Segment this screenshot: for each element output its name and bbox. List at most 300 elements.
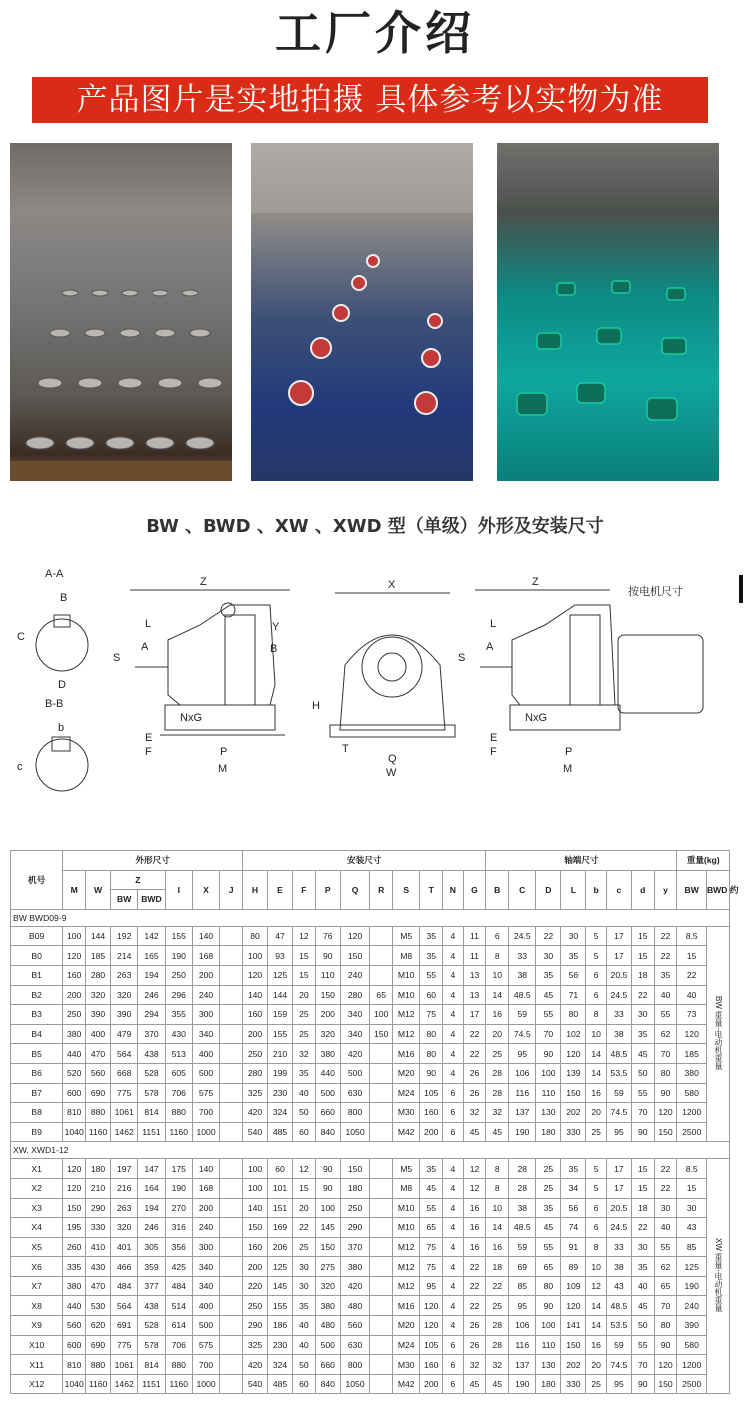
table-cell: 22 bbox=[654, 1178, 677, 1198]
table-cell: 25 bbox=[586, 1374, 606, 1394]
table-cell: 370 bbox=[340, 1237, 370, 1257]
table-cell: 14 bbox=[586, 1296, 606, 1316]
table-cell: 60 bbox=[293, 1122, 316, 1142]
table-cell: 62 bbox=[654, 1257, 677, 1277]
table-cell: 28 bbox=[486, 1316, 509, 1336]
table-cell: 578 bbox=[138, 1083, 165, 1103]
table-cell: 125 bbox=[268, 965, 293, 985]
table-cell: 775 bbox=[111, 1083, 138, 1103]
model-cell: X6 bbox=[11, 1257, 63, 1277]
table-cell: 6 bbox=[443, 1122, 463, 1142]
table-cell: 120 bbox=[340, 926, 370, 946]
table-cell: 16 bbox=[586, 1083, 606, 1103]
table-cell: M24 bbox=[393, 1335, 420, 1355]
table-cell: 120 bbox=[677, 1024, 707, 1044]
table-cell: 15 bbox=[293, 1178, 316, 1198]
table-cell: M20 bbox=[393, 1316, 420, 1336]
table-cell: 485 bbox=[268, 1374, 293, 1394]
table-cell bbox=[220, 1276, 243, 1296]
table-cell: 8 bbox=[586, 1005, 606, 1025]
table-cell: 470 bbox=[86, 1044, 111, 1064]
dim-nxg-right: NxG bbox=[525, 712, 547, 724]
table-cell: 340 bbox=[192, 1257, 219, 1277]
table-cell: 324 bbox=[268, 1355, 293, 1375]
table-cell: 50 bbox=[293, 1103, 316, 1123]
table-cell: 18 bbox=[631, 1198, 654, 1218]
table-cell: 22 bbox=[293, 1218, 316, 1238]
table-cell: 74.5 bbox=[606, 1103, 631, 1123]
table-cell: 484 bbox=[111, 1276, 138, 1296]
table-cell: 24.5 bbox=[509, 926, 536, 946]
table-cell: 190 bbox=[509, 1374, 536, 1394]
table-cell: 8.5 bbox=[677, 1159, 707, 1179]
table-cell: 35 bbox=[536, 965, 561, 985]
table-cell: 33 bbox=[606, 1005, 631, 1025]
table-cell: 38 bbox=[606, 1257, 631, 1277]
table-cell: 70 bbox=[654, 1044, 677, 1064]
table-cell: 438 bbox=[138, 1296, 165, 1316]
table-cell: 560 bbox=[63, 1316, 86, 1336]
table-cell: 6 bbox=[443, 1335, 463, 1355]
table-cell: 185 bbox=[677, 1044, 707, 1064]
table-cell: 35 bbox=[631, 1257, 654, 1277]
model-cell: X5 bbox=[11, 1237, 63, 1257]
table-cell: 500 bbox=[192, 1063, 219, 1083]
table-row bbox=[11, 1178, 730, 1198]
table-cell: 250 bbox=[243, 1044, 268, 1064]
table-cell: 438 bbox=[138, 1044, 165, 1064]
dim-f-right: F bbox=[490, 746, 497, 758]
table-cell: 110 bbox=[315, 965, 340, 985]
table-cell: 420 bbox=[243, 1103, 268, 1123]
table-cell bbox=[370, 965, 393, 985]
table-cell: 59 bbox=[509, 1005, 536, 1025]
table-cell: 140 bbox=[243, 1198, 268, 1218]
table-cell: 192 bbox=[111, 926, 138, 946]
table-cell: 485 bbox=[268, 1122, 293, 1142]
table-cell bbox=[370, 1159, 393, 1179]
table-cell: 25 bbox=[536, 1178, 561, 1198]
shafts-photo-art bbox=[10, 143, 232, 481]
table-row bbox=[11, 965, 730, 985]
table-cell: 90 bbox=[654, 1083, 677, 1103]
table-cell: 320 bbox=[315, 1276, 340, 1296]
table-cell: 4 bbox=[443, 965, 463, 985]
table-cell: 59 bbox=[606, 1083, 631, 1103]
table-cell: 305 bbox=[138, 1237, 165, 1257]
section-bb-label: B-B bbox=[45, 698, 64, 710]
table-cell: 16 bbox=[486, 1005, 509, 1025]
table-cell bbox=[370, 926, 393, 946]
table-cell: 24.5 bbox=[606, 985, 631, 1005]
table-cell: 246 bbox=[138, 1218, 165, 1238]
table-cell: 660 bbox=[315, 1355, 340, 1375]
table-cell: 45 bbox=[631, 1296, 654, 1316]
table-row bbox=[11, 1237, 730, 1257]
table-cell: 38 bbox=[509, 1198, 536, 1218]
table-cell: 17 bbox=[606, 946, 631, 966]
table-cell: 480 bbox=[315, 1316, 340, 1336]
table-cell: 706 bbox=[165, 1083, 192, 1103]
table-cell: 25 bbox=[293, 1237, 316, 1257]
table-cell: 605 bbox=[165, 1063, 192, 1083]
table-cell: 246 bbox=[138, 985, 165, 1005]
table-cell: 14 bbox=[486, 985, 509, 1005]
col-shaft-C: C bbox=[509, 870, 536, 909]
table-cell: 65 bbox=[420, 1218, 443, 1238]
table-cell: 35 bbox=[654, 965, 677, 985]
table-cell: 1160 bbox=[165, 1374, 192, 1394]
table-cell: 28 bbox=[509, 1159, 536, 1179]
dim-x: X bbox=[388, 579, 396, 591]
table-cell: 65 bbox=[536, 1257, 561, 1277]
table-cell: 10 bbox=[586, 1024, 606, 1044]
table-cell: 263 bbox=[111, 1198, 138, 1218]
table-cell: 14 bbox=[586, 1044, 606, 1064]
table-cell: 30 bbox=[631, 1237, 654, 1257]
table-cell: 377 bbox=[138, 1276, 165, 1296]
blue-reducers-photo bbox=[251, 143, 473, 481]
table-cell: 16 bbox=[463, 1218, 486, 1238]
table-cell: 17 bbox=[606, 1159, 631, 1179]
model-cell: B9 bbox=[11, 1122, 63, 1142]
keyway-upper bbox=[54, 615, 70, 627]
table-cell: 22 bbox=[463, 1276, 486, 1296]
table-cell: 160 bbox=[63, 965, 86, 985]
table-cell: 69 bbox=[509, 1257, 536, 1277]
table-cell: 150 bbox=[654, 1122, 677, 1142]
section-row bbox=[11, 1142, 730, 1159]
table-cell: 500 bbox=[315, 1083, 340, 1103]
table-cell: 1160 bbox=[86, 1374, 111, 1394]
table-cell: 564 bbox=[111, 1044, 138, 1064]
table-cell: 142 bbox=[138, 926, 165, 946]
table-cell: 62 bbox=[654, 1024, 677, 1044]
col-shaft-y: y bbox=[654, 870, 677, 909]
table-cell: 20 bbox=[486, 1024, 509, 1044]
table-cell: 28 bbox=[486, 1063, 509, 1083]
table-row bbox=[11, 1276, 730, 1296]
table-cell: 90 bbox=[315, 946, 340, 966]
table-row bbox=[11, 926, 730, 946]
table-cell: M42 bbox=[393, 1122, 420, 1142]
group-install: 安装尺寸 bbox=[243, 851, 486, 871]
table-cell: 202 bbox=[561, 1103, 586, 1123]
dim-m-left: M bbox=[218, 763, 228, 775]
col-n: N bbox=[443, 870, 463, 909]
table-cell: 25 bbox=[586, 1122, 606, 1142]
model-cell: B8 bbox=[11, 1103, 63, 1123]
table-cell: 15 bbox=[631, 1178, 654, 1198]
table-cell: 55 bbox=[654, 1237, 677, 1257]
table-cell: 580 bbox=[677, 1083, 707, 1103]
table-cell: 240 bbox=[677, 1296, 707, 1316]
table-cell: 55 bbox=[420, 965, 443, 985]
table-cell: 70 bbox=[654, 1296, 677, 1316]
table-cell: 50 bbox=[293, 1355, 316, 1375]
table-cell: 106 bbox=[509, 1316, 536, 1336]
table-cell: 12 bbox=[463, 1159, 486, 1179]
table-cell: 840 bbox=[315, 1374, 340, 1394]
table-cell: 48.5 bbox=[509, 985, 536, 1005]
table-cell: 320 bbox=[86, 985, 111, 1005]
table-row bbox=[11, 985, 730, 1005]
table-cell: M12 bbox=[393, 1005, 420, 1025]
table-cell: 800 bbox=[340, 1103, 370, 1123]
model-cell: X2 bbox=[11, 1178, 63, 1198]
dim-e-right: E bbox=[490, 732, 498, 744]
dim-p-right: P bbox=[565, 746, 573, 758]
dim-c-upper: C bbox=[17, 631, 25, 643]
table-cell: 25 bbox=[293, 1024, 316, 1044]
table-cell: 390 bbox=[111, 1005, 138, 1025]
table-cell: 18 bbox=[486, 1257, 509, 1277]
table-cell: 356 bbox=[165, 1237, 192, 1257]
table-cell: 45 bbox=[420, 1178, 443, 1198]
table-cell: 240 bbox=[192, 1218, 219, 1238]
table-cell bbox=[370, 946, 393, 966]
col-z-bw: BW bbox=[111, 890, 138, 910]
table-cell: 668 bbox=[111, 1063, 138, 1083]
table-cell: 90 bbox=[536, 1044, 561, 1064]
table-cell: 120 bbox=[63, 1178, 86, 1198]
table-cell: 140 bbox=[192, 1159, 219, 1179]
table-cell: 32 bbox=[463, 1355, 486, 1375]
table-cell: 159 bbox=[268, 1005, 293, 1025]
table-cell bbox=[220, 1083, 243, 1103]
table-cell: 430 bbox=[86, 1257, 111, 1277]
table-cell: 250 bbox=[243, 1296, 268, 1316]
table-cell: M10 bbox=[393, 1218, 420, 1238]
dim-y: Y bbox=[272, 621, 280, 633]
table-cell: 200 bbox=[420, 1374, 443, 1394]
table-cell: 40 bbox=[631, 1276, 654, 1296]
table-cell: 320 bbox=[111, 985, 138, 1005]
table-cell: 263 bbox=[111, 965, 138, 985]
table-cell bbox=[220, 985, 243, 1005]
table-cell: 6 bbox=[586, 965, 606, 985]
table-cell: M42 bbox=[393, 1374, 420, 1394]
table-cell: 370 bbox=[138, 1024, 165, 1044]
table-cell: 691 bbox=[111, 1316, 138, 1336]
table-cell: 71 bbox=[561, 985, 586, 1005]
table-cell: 6 bbox=[586, 985, 606, 1005]
table-cell bbox=[370, 1198, 393, 1218]
dim-s-left: S bbox=[113, 652, 121, 664]
table-cell: 145 bbox=[315, 1218, 340, 1238]
table-cell: 580 bbox=[677, 1335, 707, 1355]
table-cell: 55 bbox=[536, 1237, 561, 1257]
page-title: 工厂介绍 bbox=[275, 6, 475, 60]
table-cell: 5 bbox=[586, 926, 606, 946]
table-cell: 210 bbox=[86, 1178, 111, 1198]
table-cell: 100 bbox=[536, 1063, 561, 1083]
table-row bbox=[11, 1316, 730, 1336]
table-cell bbox=[220, 1063, 243, 1083]
table-cell: 22 bbox=[631, 985, 654, 1005]
table-cell: 1061 bbox=[111, 1103, 138, 1123]
table-cell: 75 bbox=[420, 1237, 443, 1257]
table-cell: 16 bbox=[586, 1335, 606, 1355]
dim-f-left: F bbox=[145, 746, 152, 758]
table-cell: 80 bbox=[654, 1063, 677, 1083]
col-s: S bbox=[393, 870, 420, 909]
table-cell: 32 bbox=[293, 1044, 316, 1064]
section-aa-label: A-A bbox=[45, 568, 64, 580]
table-cell bbox=[220, 1178, 243, 1198]
table-cell: 4 bbox=[443, 1024, 463, 1044]
table-cell: 74.5 bbox=[606, 1355, 631, 1375]
table-cell: 500 bbox=[340, 1063, 370, 1083]
col-shaft-D: D bbox=[536, 870, 561, 909]
table-cell: 28 bbox=[486, 1083, 509, 1103]
table-cell: 35 bbox=[631, 1024, 654, 1044]
table-cell: 35 bbox=[561, 946, 586, 966]
table-cell: 56 bbox=[561, 965, 586, 985]
table-cell: 17 bbox=[463, 1005, 486, 1025]
col-weight-bwd: BWD 约 bbox=[706, 870, 729, 909]
table-cell: 90 bbox=[631, 1122, 654, 1142]
section-row bbox=[11, 909, 730, 926]
dim-m-right: M bbox=[563, 763, 573, 775]
table-cell: 70 bbox=[631, 1103, 654, 1123]
table-cell: 614 bbox=[165, 1316, 192, 1336]
col-shaft-L: L bbox=[561, 870, 586, 909]
table-cell: 34 bbox=[561, 1178, 586, 1198]
table-cell bbox=[370, 1083, 393, 1103]
table-cell: 40 bbox=[293, 1335, 316, 1355]
table-cell: 106 bbox=[509, 1063, 536, 1083]
table-cell: 4 bbox=[443, 1178, 463, 1198]
table-cell: 280 bbox=[340, 985, 370, 1005]
table-cell: M24 bbox=[393, 1083, 420, 1103]
table-cell bbox=[370, 1257, 393, 1277]
table-cell: 28 bbox=[486, 1335, 509, 1355]
table-cell: 38 bbox=[606, 1024, 631, 1044]
table-cell bbox=[220, 926, 243, 946]
table-cell: 10 bbox=[486, 1198, 509, 1218]
table-cell: 43 bbox=[677, 1218, 707, 1238]
table-cell: 200 bbox=[315, 1005, 340, 1025]
table-cell: 90 bbox=[315, 1178, 340, 1198]
table-cell: 4 bbox=[443, 1159, 463, 1179]
table-cell: 180 bbox=[536, 1374, 561, 1394]
table-cell: 390 bbox=[677, 1316, 707, 1336]
table-cell: 168 bbox=[192, 1178, 219, 1198]
table-cell: 600 bbox=[63, 1335, 86, 1355]
table-cell: 400 bbox=[86, 1024, 111, 1044]
table-cell: 101 bbox=[268, 1178, 293, 1198]
table-cell: 814 bbox=[138, 1355, 165, 1375]
drawing-subtitle: BW 、BWD 、XW 、XWD 型（单级）外形及安装尺寸 bbox=[146, 516, 604, 537]
table-cell: 15 bbox=[293, 965, 316, 985]
dim-s-right: S bbox=[458, 652, 466, 664]
table-cell: 25 bbox=[293, 1005, 316, 1025]
table-cell: 90 bbox=[315, 1159, 340, 1179]
table-cell: 340 bbox=[340, 1005, 370, 1025]
table-cell: 120 bbox=[243, 965, 268, 985]
table-cell: 180 bbox=[340, 1178, 370, 1198]
table-cell: 100 bbox=[370, 1005, 393, 1025]
model-cell: B4 bbox=[11, 1024, 63, 1044]
side-view-left bbox=[113, 576, 290, 775]
table-cell bbox=[220, 1005, 243, 1025]
table-cell: 70 bbox=[536, 1024, 561, 1044]
col-j: J bbox=[220, 870, 243, 909]
table-cell: 109 bbox=[561, 1276, 586, 1296]
table-cell: 528 bbox=[138, 1316, 165, 1336]
table-cell: 30 bbox=[561, 926, 586, 946]
table-cell: 15 bbox=[631, 926, 654, 946]
table-cell: M30 bbox=[393, 1355, 420, 1375]
table-cell: 80 bbox=[536, 1276, 561, 1296]
table-cell: 466 bbox=[111, 1257, 138, 1277]
table-cell: 500 bbox=[315, 1335, 340, 1355]
edge-mark bbox=[739, 575, 743, 603]
table-cell: 4 bbox=[443, 1316, 463, 1336]
table-cell: 60 bbox=[268, 1159, 293, 1179]
table-cell: 180 bbox=[536, 1122, 561, 1142]
table-cell: 250 bbox=[165, 965, 192, 985]
table-cell: 210 bbox=[268, 1044, 293, 1064]
table-cell: 150 bbox=[63, 1198, 86, 1218]
table-cell: 137 bbox=[509, 1103, 536, 1123]
table-row bbox=[11, 1159, 730, 1179]
col-h: H bbox=[243, 870, 268, 909]
table-cell: 22 bbox=[463, 1024, 486, 1044]
table-cell: M10 bbox=[393, 1198, 420, 1218]
table-cell: 480 bbox=[340, 1296, 370, 1316]
table-cell: 430 bbox=[165, 1024, 192, 1044]
table-cell: 4 bbox=[443, 1063, 463, 1083]
table-cell: 150 bbox=[243, 1218, 268, 1238]
col-weight-bw: BW bbox=[677, 870, 707, 909]
table-cell: 294 bbox=[138, 1005, 165, 1025]
table-cell: 400 bbox=[192, 1044, 219, 1064]
table-cell: 165 bbox=[138, 946, 165, 966]
table-cell: 22 bbox=[654, 1159, 677, 1179]
group-shaft: 轴端尺寸 bbox=[486, 851, 677, 871]
table-cell: 6 bbox=[586, 1198, 606, 1218]
table-cell: 185 bbox=[86, 946, 111, 966]
table-cell: 17 bbox=[606, 1178, 631, 1198]
table-cell: 89 bbox=[561, 1257, 586, 1277]
table-cell: 130 bbox=[536, 1355, 561, 1375]
table-row bbox=[11, 1044, 730, 1064]
table-cell: 147 bbox=[138, 1159, 165, 1179]
table-cell: 6 bbox=[443, 1103, 463, 1123]
table-cell: 359 bbox=[138, 1257, 165, 1277]
table-row bbox=[11, 1005, 730, 1025]
table-cell: 141 bbox=[561, 1316, 586, 1336]
table-row bbox=[11, 1355, 730, 1375]
table-cell: 75 bbox=[420, 1005, 443, 1025]
table-cell: 85 bbox=[677, 1237, 707, 1257]
table-cell: 116 bbox=[509, 1083, 536, 1103]
table-cell: 564 bbox=[111, 1296, 138, 1316]
section-label: XW. XWD1-12 bbox=[11, 1142, 730, 1159]
table-cell: 320 bbox=[315, 1024, 340, 1044]
col-f: F bbox=[293, 870, 316, 909]
table-cell: 380 bbox=[340, 1257, 370, 1277]
section-bb-circle bbox=[36, 739, 88, 791]
table-cell: 199 bbox=[268, 1063, 293, 1083]
table-cell: 90 bbox=[654, 1335, 677, 1355]
table-cell: 1040 bbox=[63, 1374, 86, 1394]
motor-note: 按电机尺寸 bbox=[628, 586, 683, 598]
table-cell: 325 bbox=[243, 1335, 268, 1355]
table-cell: 420 bbox=[340, 1276, 370, 1296]
